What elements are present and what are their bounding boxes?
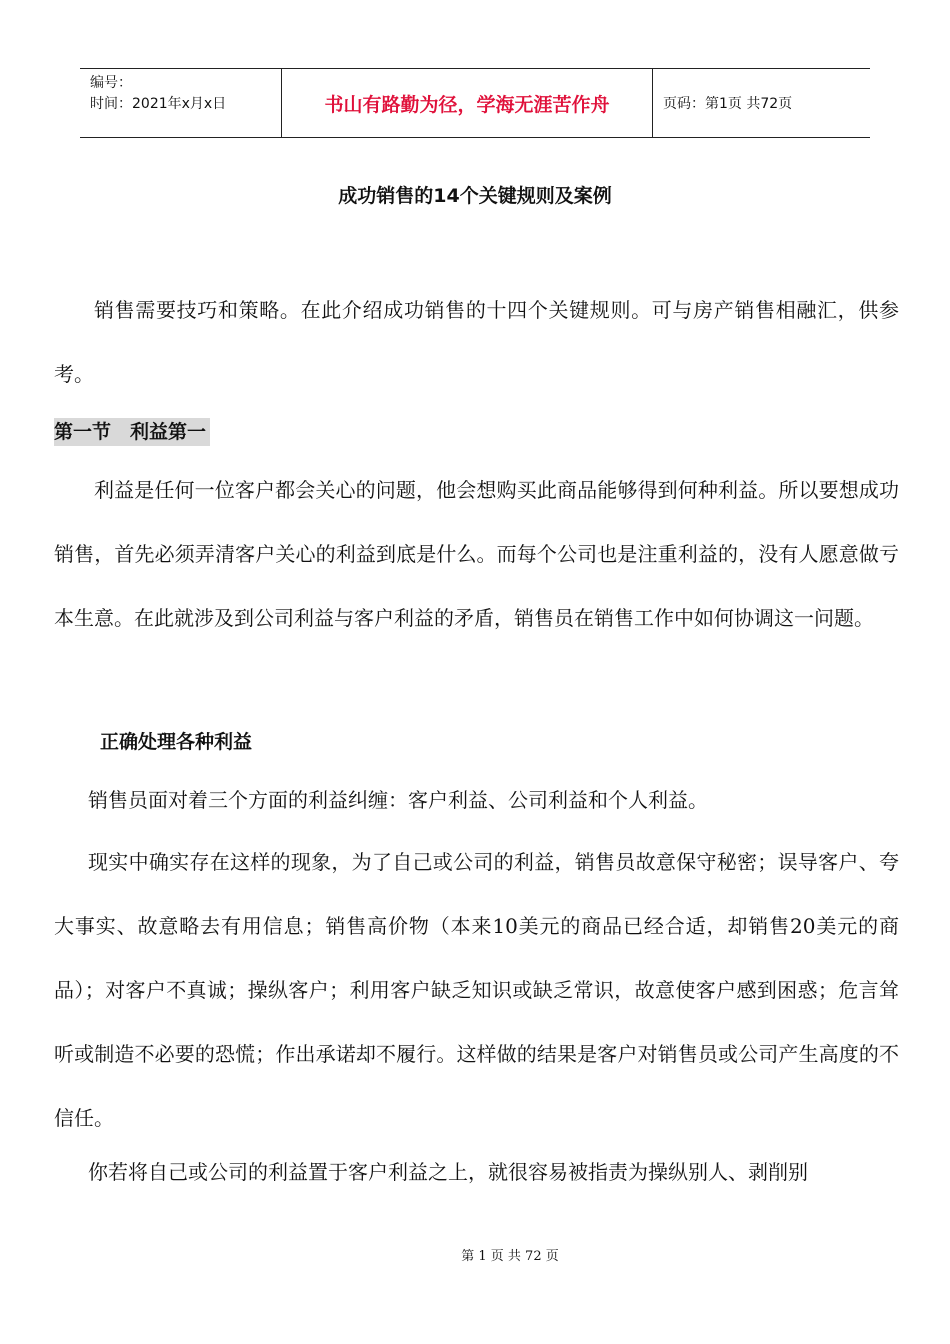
header-motto: 书山有路勤为径，学海无涯苦作舟 [281,69,653,137]
section-paragraph-4: 你若将自己或公司的利益置于客户利益之上，就很容易被指责为操纵别人、剥削别 [88,1160,808,1184]
section-heading: 第一节 利益第一 [54,418,210,446]
header-meta [80,69,281,137]
header-page-info: 页码：第1页 共72页 [663,96,793,112]
subheading: 正确处理各种利益 [100,731,253,753]
section-paragraph-3: 现实中确实存在这样的现象，为了自己或公司的利益，销售员故意保守秘密；误导客户、夸大事实、故意略去有用信息；销售高价物（本来10美元的商品已经合适，却销售20美元的商品）；对客户不真诚；操纵客户；利用客户缺乏知识或缺乏常识，故意使客户感到困惑；危言耸听或制造不必要的恐慌；作出承诺却不履行。这样做的结果是客户对销售员或公司产生高度的不信任。 [54,850,899,1130]
page-header [80,68,870,138]
document-title: 成功销售的14个关键规则及案例 [338,185,612,207]
number-label: 编号： [90,75,132,91]
date-label: 时间：2021年x月x日 [90,96,227,112]
intro-paragraph: 销售需要技巧和策略。在此介绍成功销售的十四个关键规则。可与房产销售相融汇，供参考。 [54,298,899,386]
page-footer: 第 1 页 共 72 页 [461,1249,559,1264]
section-paragraph-2: 销售员面对着三个方面的利益纠缠：客户利益、公司利益和个人利益。 [88,788,708,812]
section-paragraph-1: 利益是任何一位客户都会关心的问题，他会想购买此商品能够得到何种利益。所以要想成功销售，首先必须弄清客户关心的利益到底是什么。而每个公司也是注重利益的，没有人愿意做亏本生意。在此就涉及到公司利益与客户利益的矛盾，销售员在销售工作中如何协调这一问题。 [54,478,899,630]
